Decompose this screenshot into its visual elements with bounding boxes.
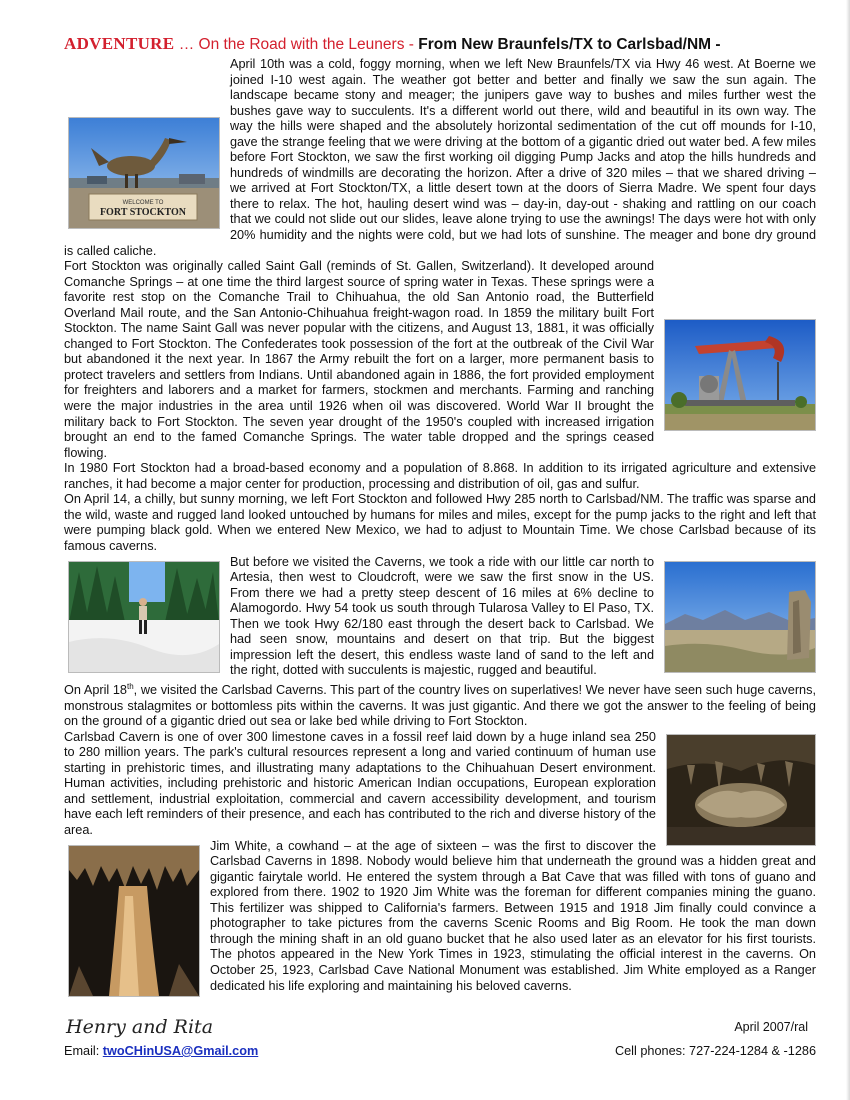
paragraph-fort-stockton-history: Fort Stockton was originally called Saint Gall (reminds of St. Gallen, Switzerland). It developed around Comanche Springs – at one time the third largest source of spring water in Texas. These springs were a favorite rest stop on the Comanche Trail to Chihuahua, the old San Antonio road, the Butterfield Overland Mail route, and the San Antonio-Chihuahua freight-wagon road. In 1859 the military built Fort Stockton. The name Saint Gall was never popular with the citizens, and August 13, 1881, it was officially changed to Fort Stockton. The Confederates took possession of the fort at the outbreak of the Civil War but abandoned it the next year. In 1867 the Army rebuilt the fort on a larger, more permanent basis to protect travelers and settlers from Indians. Until abandoned again in 1886, the fort provided employment for freighters and laborers and a market for farmers, stockmen and merchants. Farming and ranching were the major industries in the area until 1926 when oil was discovered. World War II brought the military back to Fort Stockton. The seven year drought of the 1950's coupled with increased irrigation brought an end to the famed Comanche Springs. The water table dropped and the springs ceased flowing. — [64, 259, 654, 460]
date-text: April 2007/ral — [734, 1020, 808, 1034]
paragraph-artesia-trip: But before we visited the Caverns, we took a ride with our little car north to Artesia, then west to Cloudcroft, were we saw the first snow in the US. From there we had a pretty steep descent of 16 miles at 6% decline to Alamogordo. Hwy 54 took us south through Tularosa Valley to El Paso, TX. Then we took Hwy 62/180 east through the desert back to Carlsbad. We had seen snow, mountains and desert on that trip. But the biggest impression left the desert, this endless waste land of sand to the left and the right, dotted with succulents is majestic, rugged and beautiful. — [230, 554, 654, 678]
roadrunner-statue-photo — [68, 117, 220, 229]
article-body — [64, 57, 816, 994]
cell-phones-text: Cell phones: 727-224-1284 & -1286 — [614, 1044, 816, 1058]
title-road: … On the Road with the Leuners — [178, 36, 405, 53]
april-18-rest: , we visited the Carlsbad Caverns. This part of the country lives on superlatives! We never have seen such huge caverns, monstrous stalagmites or bottomless pits within the caverns. It was just gigantic. And there we got the answer to the feeling of being on the ground of a gigantic dried out sea or lake bed while driving to Fort Stockton. — [64, 683, 816, 729]
title-dash: - — [408, 36, 414, 53]
desert-mountains-photo — [664, 561, 816, 673]
paragraph-april-14: On April 14, a chilly, but sunny morning, we left Fort Stockton and followed Hwy 285 north to Carlsbad/NM. The traffic was sparse and the wild, waste and rugged land looked untouched by humans for miles and miles, except for the pump jacks to the right and left that were pumping black gold. When we entered New Mexico, we had to adjust to Mountain Time. We chose Carlsbad because of its famous caverns. — [64, 492, 816, 553]
signature: Henry and Rita — [66, 1016, 214, 1038]
paragraph-carlsbad-cavern: Carlsbad Cavern is one of over 300 limestone caves in a fossil reef laid down by a huge inland sea 250 to 280 million years. The park's cultural resources represent a long and varied continuum of human use starting in prehistoric times, and illustrating many adaptations to the Chihuahuan Desert environment. Human activities, including prehistoric and historic American Indian occupations, European exploration and settlement, industrial exploitation, commercial and cavern accessibility development, and tourism have each left reminders of their presence, and each has contributed to the rich and diverse history of the area. — [64, 729, 656, 838]
sign-town-text: FORT STOCKTON — [99, 207, 187, 218]
paragraph-jim-white: Jim White, a cowhand – at the age of sixteen – was the first to discover the Carlsbad Caverns in 1898. Nobody would believe him that underneath the ground was a hidden great and gigantic fairytale world. He entered the system through a Bat Cave that was filled with tons of guano and explored from there. 1902 to 1920 Jim White was the foreman for different companies mining the guano. This fertilizer was shipped to California's farmers. Between 1915 and 1918 Jim finally could convince a photographer to take pictures from the caverns Scenic Rooms and Big Room. He took the man down through the mining shaft in an old guano bucket that he also used later as an elevator for his first tourists. The photos appeared in the New York Times in 1923, stimulating the official interest in the caverns. On October 25, 1923, Carlsbad Cave National Monument was established. Jim White employed as a Ranger dedicated his life exploring and maintaining his beloved caverns. — [210, 838, 816, 993]
pump-jack-photo — [664, 319, 816, 431]
footer — [64, 1016, 816, 1066]
cave-column-photo — [68, 845, 200, 997]
scan-edge-shadow — [846, 0, 850, 1100]
april-18-superscript: th — [127, 681, 134, 691]
snow-forest-photo — [68, 561, 220, 673]
paragraph-april-10: April 10th was a cold, foggy morning, when we left New Braunfels/TX via Hwy 46 west. At Boerne we joined I-10 west again. The weather got better and better and finally we saw the sun again. The landscape became stony and meager; the junipers gave way to bushes and miles further west the bushes gave way to succulents. It's a different world out there, wild and beautiful in its own way. The way the hills were shaped and the absolutely horizontal sedimentation of the cut off mounds for I-10, gave the strange feeling that we were driving at the bottom of a gigantic dried out water bed. A few miles before Fort Stockton, we saw the first working oil digging Pump Jacks and atop the hills hundreds and hundreds of windmills are decorating the horizon. After a drive of 320 miles – that we shared driving – we arrived at Fort Stockton/TX, a little desert town at the doors of Sierra Madre. We spent four days there to relax. The hot, hauling desert wind was – day-in, day-out - shaking and rattling on our coach that we could not slide out our slides, leave alone trying to use the awnings! The days were hot with only 20% humidity and the nights were cold, but we had lots of sunshine. The meager and bone dry ground is called caliche. — [64, 57, 816, 258]
email-link[interactable]: twoCHinUSA@Gmail.com — [102, 1044, 259, 1058]
title-adventure: ADVENTURE — [64, 34, 175, 53]
april-18-start: On April 18 — [64, 683, 127, 698]
email-label: Email: — [64, 1044, 100, 1058]
email-row — [64, 1044, 258, 1058]
cavern-photo — [666, 734, 816, 846]
paragraph-1980-economy: In 1980 Fort Stockton had a broad-based economy and a population of 8.868. In addition to its irrigated agriculture and extensive ranches, it had become a major center for production, processing and distribution of oil, gas and sulfur. — [64, 461, 816, 491]
article-title — [64, 34, 816, 55]
title-route: From New Braunfels/TX to Carlsbad/NM - — [418, 36, 721, 53]
paragraph-april-18 — [64, 679, 816, 730]
sign-welcome-text: WELCOME TO — [122, 200, 164, 206]
article — [64, 34, 816, 1001]
